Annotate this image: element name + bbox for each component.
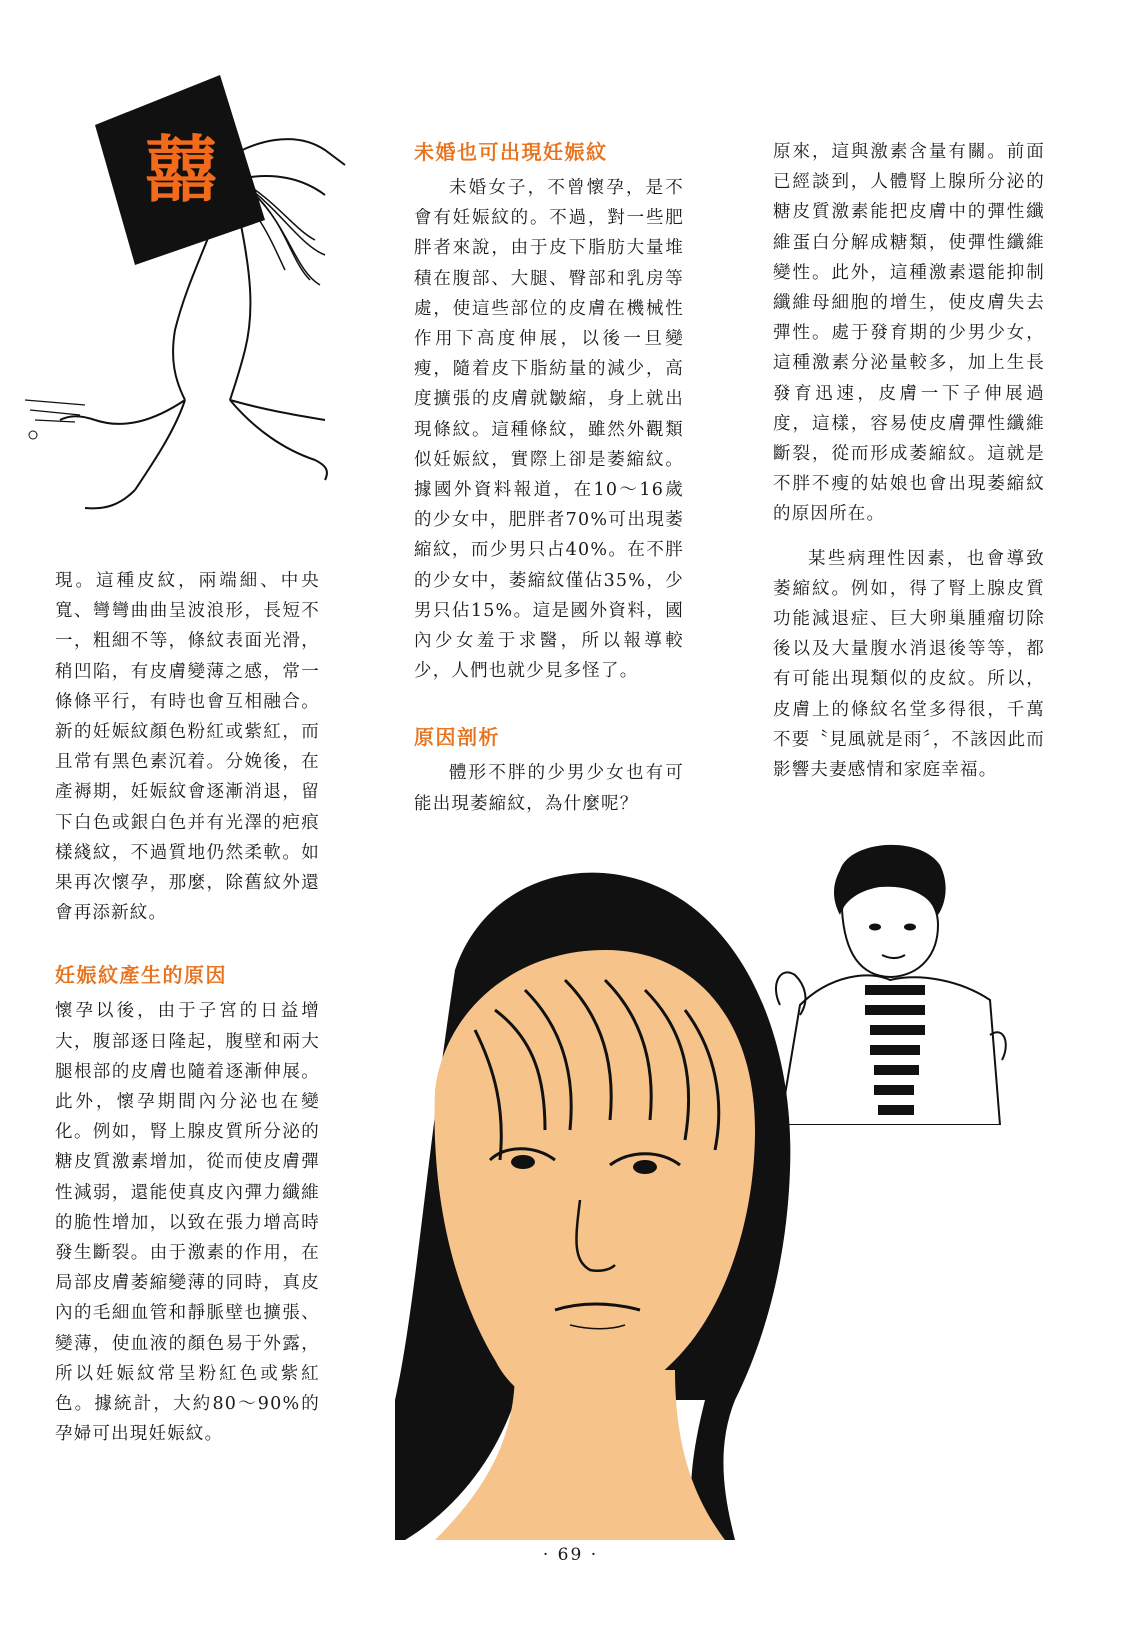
- section-heading: 未婚也可出現妊娠紋: [414, 140, 608, 164]
- section-heading: 妊娠紋產生的原因: [55, 963, 227, 988]
- girl-portrait-illustration: [395, 840, 815, 1540]
- section-heading: 原因剖析: [414, 725, 500, 750]
- paragraph: 懷孕以後，由于子宮的日益增大，腹部逐日隆起，腹壁和兩大腿根部的皮膚也隨着逐漸伸展。此外，懷孕期間內分泌也在變化。例如，腎上腺皮質所分泌的糖皮質激素增加，從而使皮膚彈性減弱，還能使真皮內彈力纖維的脆性增加，以致在張力增高時發生斷裂。由于激素的作用，在局部皮膚萎縮變薄的同時，真皮內的毛細血管和靜脈壁也擴張、變薄，使血液的顏色易于外露，所以妊娠紋常呈粉紅色或紫紅色。據統計，大約80～90%的孕婦可出現妊娠紋。: [55, 1001, 320, 1445]
- running-woman-illustration: [25, 70, 380, 530]
- paragraph: 原來，這與激素含量有關。前面已經談到，人體腎上腺所分泌的糖皮質激素能把皮膚中的彈性纖維蛋白分解成糖類，使彈性纖維變性。此外，這種激素還能抑制纖維母細胞的增生，使皮膚失去彈性。處于發育期的少男少女，這種激素分泌量較多，加上生長發育迅速，皮膚一下子伸展過度，這樣，容易使皮膚彈性纖維斷裂，從而形成萎縮紋。這就是不胖不瘦的姑娘也會出現萎縮紋的原因所在。: [773, 142, 1045, 525]
- young-man-illustration: [770, 835, 1015, 1125]
- seal-text: 囍: [145, 128, 218, 212]
- portrait-of-young-woman-icon: [395, 840, 815, 1540]
- paragraph: 未婚女子，不曾懷孕，是不會有妊娠紋的。不過，對一些肥胖者來說，由于皮下脂肪大量堆積在腹部、大腿、臀部和乳房等處，使這些部位的皮膚在機械性作用下高度伸展，以後一旦變瘦，隨着皮下脂紡量的減少，高度擴張的皮膚就皺縮，身上就出現條紋。這種條紋，雖然外觀類似妊娠紋，實際上卻是萎縮紋。據國外資料報道，在10～16歲的少女中，肥胖者70%可出現萎縮紋，而少男只占40%。在不胖的少女中，萎縮紋僅佔35%，少男只佔15%。這是國外資料，國內少女羞于求醫，所以報導較少，人們也就少見多怪了。: [414, 178, 684, 682]
- right-text-column: [773, 137, 1045, 785]
- paragraph: 體形不胖的少男少女也有可能出現萎縮紋，為什麼呢？: [414, 763, 684, 814]
- page-number: · 69 ·: [542, 1545, 599, 1565]
- young-man-with-scarf-icon: [770, 835, 1015, 1125]
- middle-text-column: [414, 137, 684, 819]
- paragraph: 現。這種皮紋，兩端細、中央寬、彎彎曲曲呈波浪形，長短不一，粗細不等，條紋表面光滑，稍凹陷，有皮膚變薄之感，常一條條平行，有時也會互相融合。新的妊娠紋顏色粉紅或紫紅，而且常有黑色素沉着。分娩後，在產褥期，妊娠紋會逐漸消退，留下白色或銀白色并有光澤的疤痕樣綫紋，不過質地仍然柔軟。如果再次懷孕，那麼，除舊紋外還會再添新紋。: [55, 571, 320, 924]
- running-woman-with-double-happiness-sign-icon: [25, 70, 380, 530]
- left-text-column: [55, 566, 320, 1449]
- paragraph: 某些病理性因素，也會導致萎縮紋。例如，得了腎上腺皮質功能減退症、巨大卵巢腫瘤切除後以及大量腹水消退後等等，都有可能出現類似的皮紋。所以，皮膚上的條紋名堂多得很，千萬不要〝見風就是雨〞，不該因此而影響夫妻感情和家庭幸福。: [773, 548, 1045, 781]
